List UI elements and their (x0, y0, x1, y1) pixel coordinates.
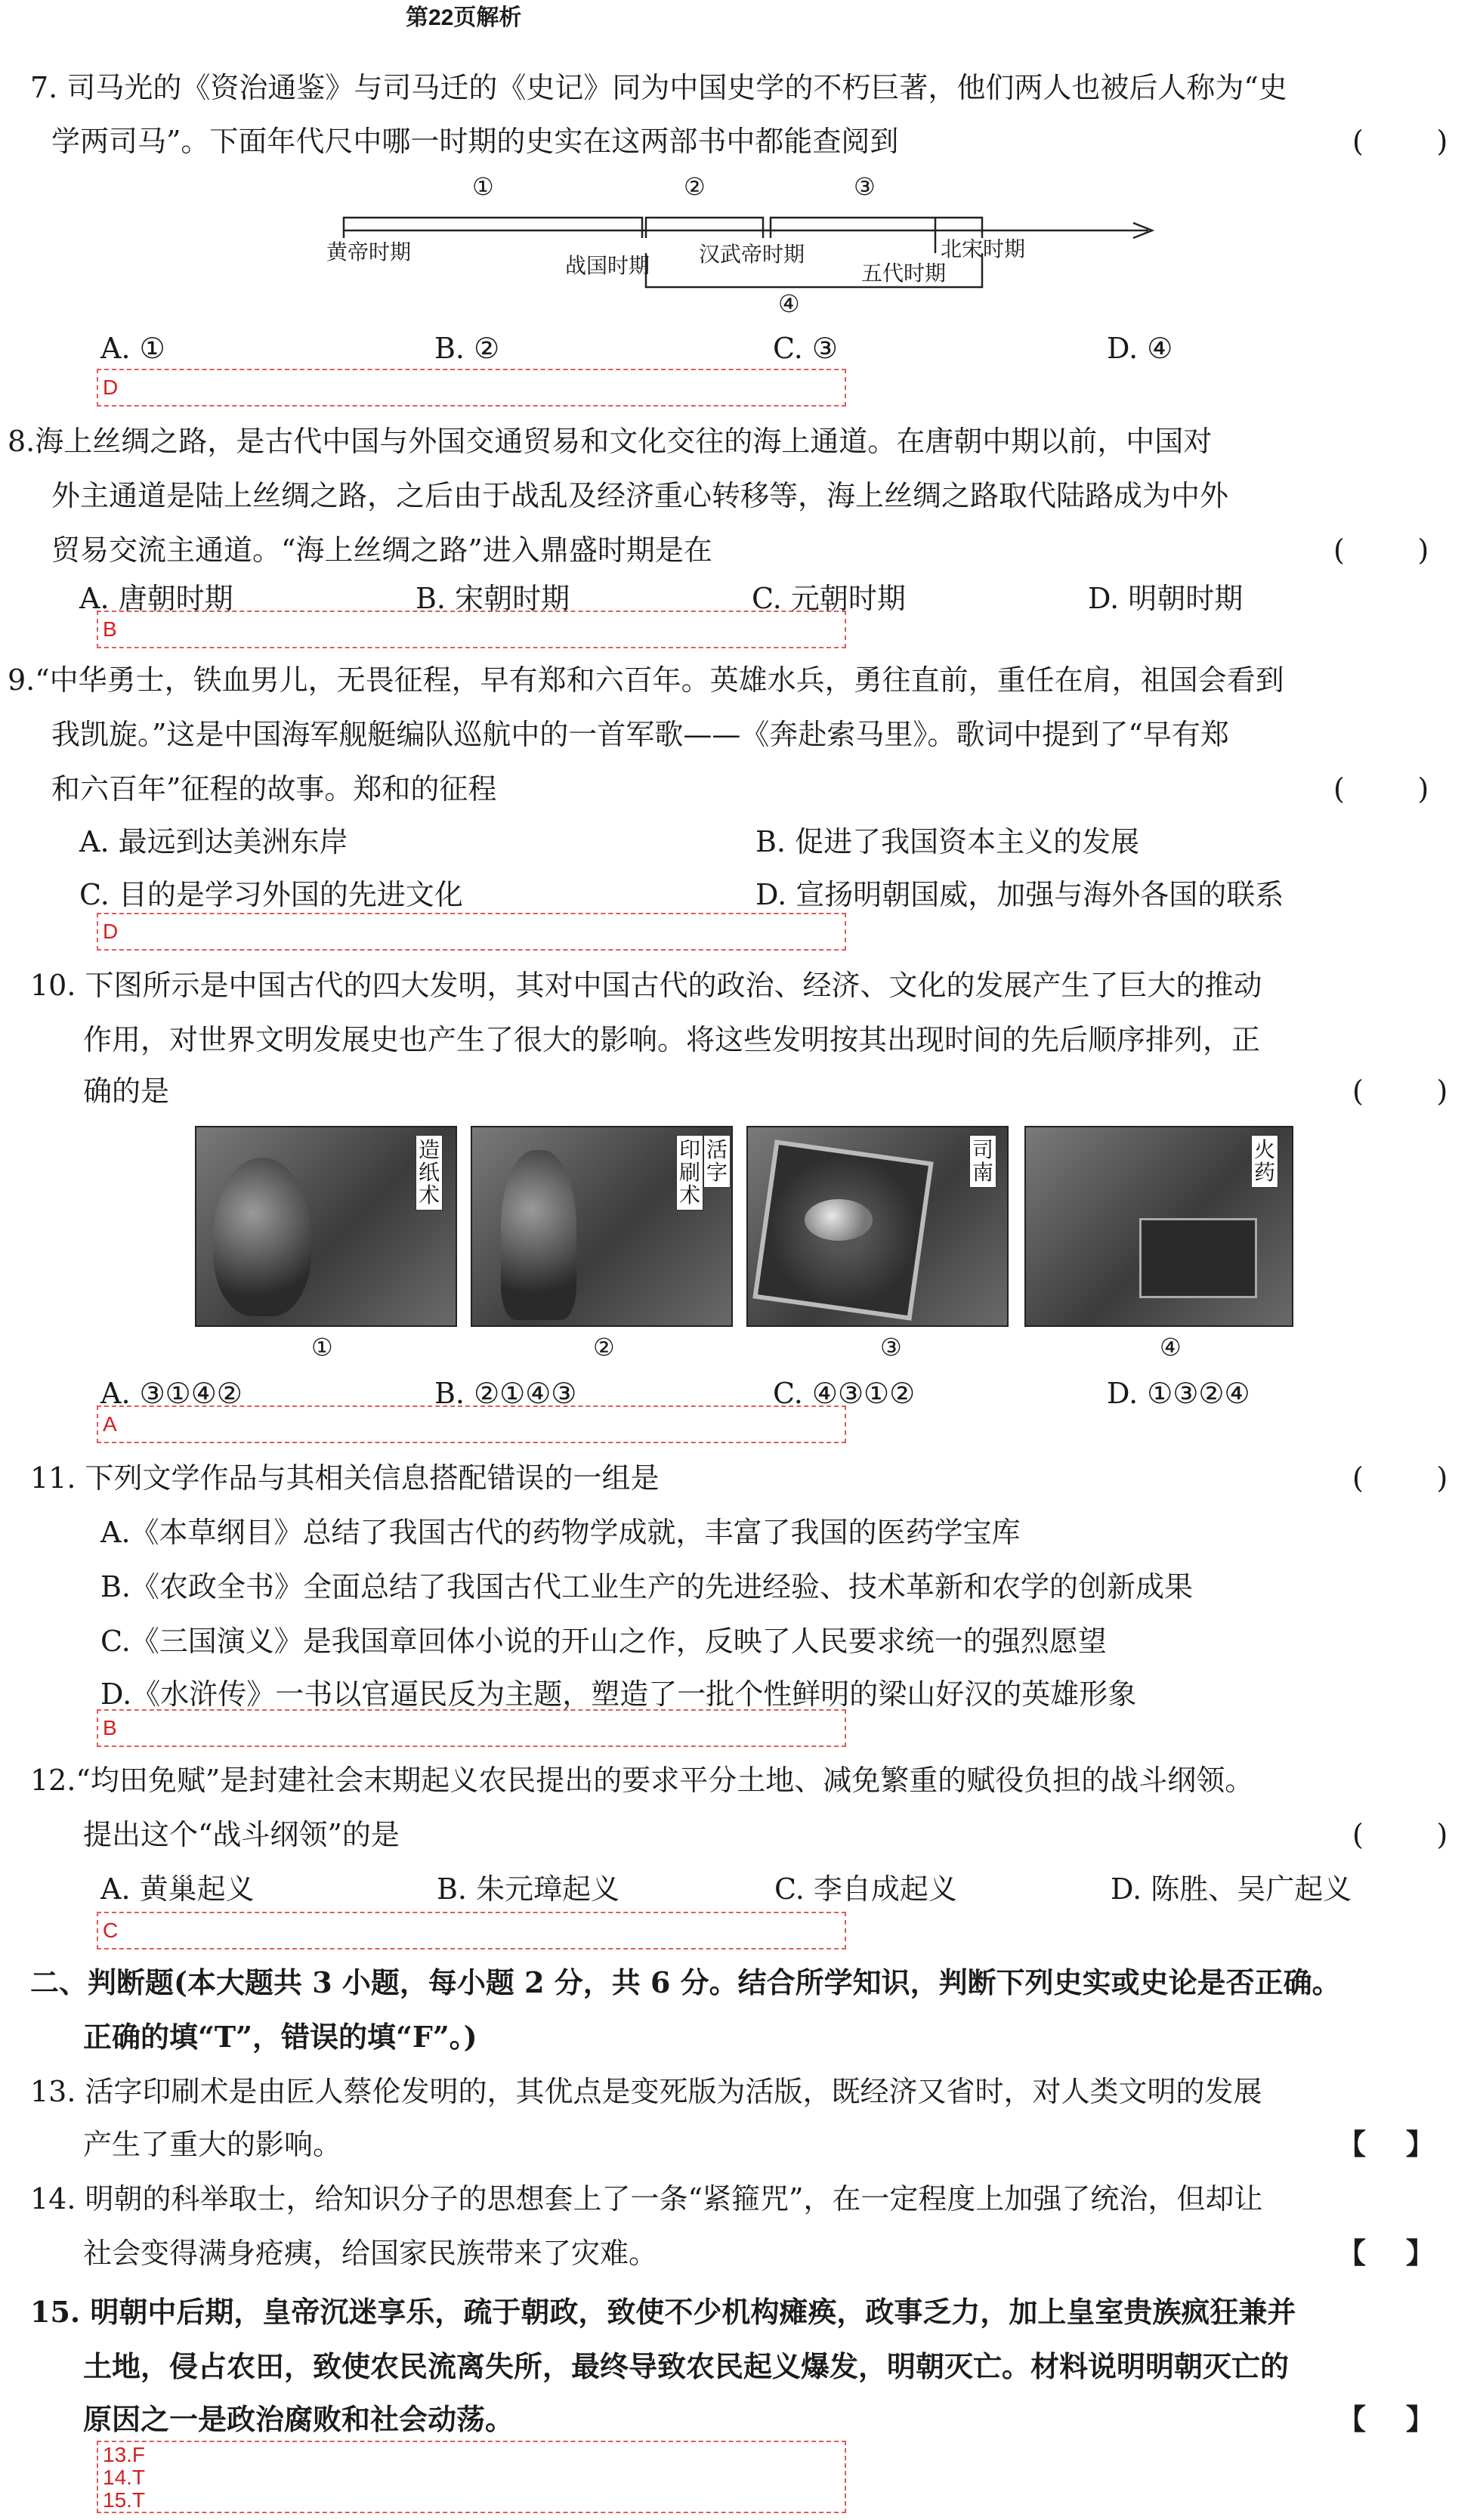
section2-heading-line1: 二、判断题(本大题共 3 小题，每小题 2 分，共 6 分。结合所学知识，判断下列史实或史论是否正确。 (30, 1965, 1341, 1999)
compass-spoon (805, 1199, 873, 1241)
label-movable-type: 活字 (703, 1135, 731, 1188)
q15-bracket: 【 】 (1337, 2402, 1435, 2436)
figure-bust (213, 1158, 311, 1316)
q12-line2: 提出这个“战斗纲领”的是 (83, 1818, 400, 1851)
q11-option-b: B.《农政全书》全面总结了我国古代工业生产的先进经验、技术革新和农学的创新成果 (100, 1570, 1194, 1603)
q9-answer: D (103, 920, 119, 943)
image-num-2: ② (593, 1333, 615, 1362)
q11-paren: ( ) (1352, 1461, 1448, 1495)
q11-option-c: C.《三国演义》是我国章回体小说的开山之作，反映了人民要求统一的强烈愿望 (100, 1625, 1107, 1658)
q7-answer: D (103, 376, 119, 399)
q13-bracket: 【 】 (1337, 2127, 1435, 2161)
q8-option-c: C. 元朝时期 (752, 582, 906, 615)
q10-answer-box (97, 1405, 846, 1443)
q7-line2: 学两司马”。下面年代尺中哪一时期的史实在这两部书中都能查阅到 (51, 125, 899, 158)
q8-option-a: A. 唐朝时期 (79, 582, 233, 615)
label-papermaking: 造纸术 (416, 1135, 443, 1211)
q7-option-d: D. ④ (1107, 332, 1173, 365)
q9-answer-box (97, 913, 846, 951)
timeline-label-hanwudi: 汉武帝时期 (699, 242, 805, 267)
q10-line3: 确的是 (83, 1074, 170, 1108)
page-title: 第22页解析 (406, 5, 522, 30)
q12-line1: 12.“均田免赋”是封建社会末期起义农民提出的要求平分土地、减免繁重的赋役负担的战斗纲领。 (30, 1764, 1254, 1797)
image-compass (746, 1126, 1009, 1327)
q7-answer-box (97, 369, 846, 407)
label-compass: 司南 (969, 1135, 996, 1188)
image-papermaking (195, 1126, 457, 1327)
q14-line1: 14. 明朝的科举取士，给知识分子的思想套上了一条“紧箍咒”，在一定程度上加强了统治，但却让 (30, 2182, 1263, 2215)
q11-answer-box (97, 1709, 846, 1747)
q8-answer: B (103, 617, 117, 641)
cannon-cart (1139, 1218, 1257, 1298)
timeline-marker-4: ④ (778, 289, 800, 318)
q7-option-a: A. ① (100, 332, 165, 365)
q15-line2: 土地，侵占农田，致使农民流离失所，最终导致农民起义爆发，明朝灭亡。材料说明明朝灭亡的 (83, 2349, 1290, 2383)
q11-answer: B (103, 1716, 117, 1739)
q12-option-c: C. 李自成起义 (774, 1872, 957, 1906)
figure-statue (501, 1150, 576, 1320)
timeline-label-huangdi: 黄帝时期 (326, 240, 412, 264)
q8-line1: 8.海上丝绸之路，是古代中国与外国交通贸易和文化交往的海上通道。在唐朝中期以前，中国对 (8, 425, 1213, 458)
q8-answer-box (97, 611, 846, 648)
q14-line2: 社会变得满身疮痍，给国家民族带来了灾难。 (83, 2237, 658, 2270)
timeline-marker-2: ② (684, 172, 706, 201)
q10-option-d: D. ①③②④ (1107, 1377, 1250, 1410)
bracket-1 (344, 218, 642, 238)
timeline-marker-3: ③ (854, 172, 876, 201)
label-gunpowder: 火药 (1251, 1135, 1278, 1188)
timeline-label-zhanguo: 战国时期 (565, 253, 650, 278)
q12-option-a: A. 黄巢起义 (100, 1872, 255, 1906)
q7-option-c: C. ③ (773, 332, 838, 365)
timeline-label-beisong: 北宋时期 (941, 237, 1026, 261)
q7-option-b: B. ② (434, 332, 500, 365)
q14-answer: 14.T (103, 2466, 146, 2489)
q10-line1: 10. 下图所示是中国古代的四大发明，其对中国古代的政治、经济、文化的发展产生了巨大的推动 (30, 969, 1262, 1002)
q7-paren: ( ) (1352, 125, 1448, 158)
q13-line2: 产生了重大的影响。 (83, 2128, 342, 2161)
q11-option-a: A.《本草纲目》总结了我国古代的药物学成就，丰富了我国的医药学宝库 (100, 1516, 1021, 1549)
q15-answer: 15.T (103, 2488, 146, 2512)
q12-answer: C (103, 1919, 119, 1942)
q9-paren: ( ) (1333, 772, 1429, 805)
q9-option-a: A. 最远到达美洲东岸 (79, 825, 348, 858)
q10-line2: 作用，对世界文明发展史也产生了很大的影响。将这些发明按其出现时间的先后顺序排列，正 (83, 1023, 1261, 1056)
q8-line2: 外主通道是陆上丝绸之路，之后由于战乱及经济重心转移等，海上丝绸之路取代陆路成为中外 (51, 479, 1229, 512)
bracket-2 (646, 218, 763, 238)
q14-bracket: 【 】 (1337, 2236, 1435, 2270)
q11-option-d: D.《水浒传》一书以官逼民反为主题，塑造了一批个性鲜明的梁山好汉的英雄形象 (100, 1677, 1137, 1711)
timeline-label-wudai: 五代时期 (861, 261, 947, 286)
q15-line1: 15. 明朝中后期，皇帝沉迷享乐，疏于朝政，致使不少机构瘫痪，政事乏力，加上皇室贵族疯狂兼并 (30, 2295, 1296, 2329)
section2-heading-line2: 正确的填“T”，错误的填“F”。) (83, 2020, 477, 2054)
q7-line1: 7. 司马光的《资治通鉴》与司马迁的《史记》同为中国史学的不朽巨著，他们两人也被后人称为“史 (30, 71, 1287, 104)
q13-line1: 13. 活字印刷术是由匠人蔡伦发明的，其优点是变死版为活版，既经济又省时，对人类文明的发展 (30, 2075, 1262, 2108)
q9-line3: 和六百年”征程的故事。郑和的征程 (51, 772, 497, 805)
q9-option-d: D. 宣扬明朝国威，加强与海外各国的联系 (755, 878, 1284, 911)
image-num-3: ③ (880, 1333, 902, 1362)
q9-option-c: C. 目的是学习外国的先进文化 (79, 878, 463, 911)
q9-option-b: B. 促进了我国资本主义的发展 (755, 825, 1140, 858)
q12-paren: ( ) (1352, 1818, 1448, 1851)
q10-option-a: A. ③①④② (100, 1377, 243, 1410)
q9-line1: 9.“中华勇士，铁血男儿，无畏征程，早有郑和六百年。英雄水兵，勇往直前，重任在肩，祖国会看到 (8, 663, 1284, 697)
q8-option-b: B. 宋朝时期 (416, 582, 570, 615)
image-num-4: ④ (1160, 1333, 1182, 1362)
image-printing (471, 1126, 733, 1327)
q9-line2: 我凯旋。”这是中国海军舰艇编队巡航中的一首军歌——《奔赴索马里》。歌词中提到了“早有郑 (51, 718, 1229, 751)
q12-answer-box (97, 1912, 846, 1950)
judge-answer-box (97, 2441, 846, 2513)
q8-line3: 贸易交流主通道。“海上丝绸之路”进入鼎盛时期是在 (51, 533, 712, 567)
q10-option-b: B. ②①④③ (434, 1377, 577, 1410)
timeline-marker-1: ① (472, 172, 494, 201)
q12-option-b: B. 朱元璋起义 (437, 1872, 620, 1906)
q8-paren: ( ) (1333, 533, 1429, 567)
q13-answer: 13.F (103, 2443, 146, 2466)
image-num-1: ① (311, 1333, 333, 1362)
q15-line3: 原因之一是政治腐败和社会动荡。 (83, 2402, 514, 2436)
image-gunpowder (1024, 1126, 1293, 1327)
q10-answer: A (103, 1412, 117, 1436)
q11-line1: 11. 下列文学作品与其相关信息搭配错误的一组是 (30, 1461, 660, 1495)
q10-paren: ( ) (1352, 1074, 1448, 1108)
q10-option-c: C. ④③①② (773, 1377, 916, 1410)
q8-option-d: D. 明朝时期 (1088, 582, 1244, 615)
label-printing: 印刷术 (676, 1135, 703, 1211)
q12-option-d: D. 陈胜、吴广起义 (1111, 1872, 1352, 1906)
